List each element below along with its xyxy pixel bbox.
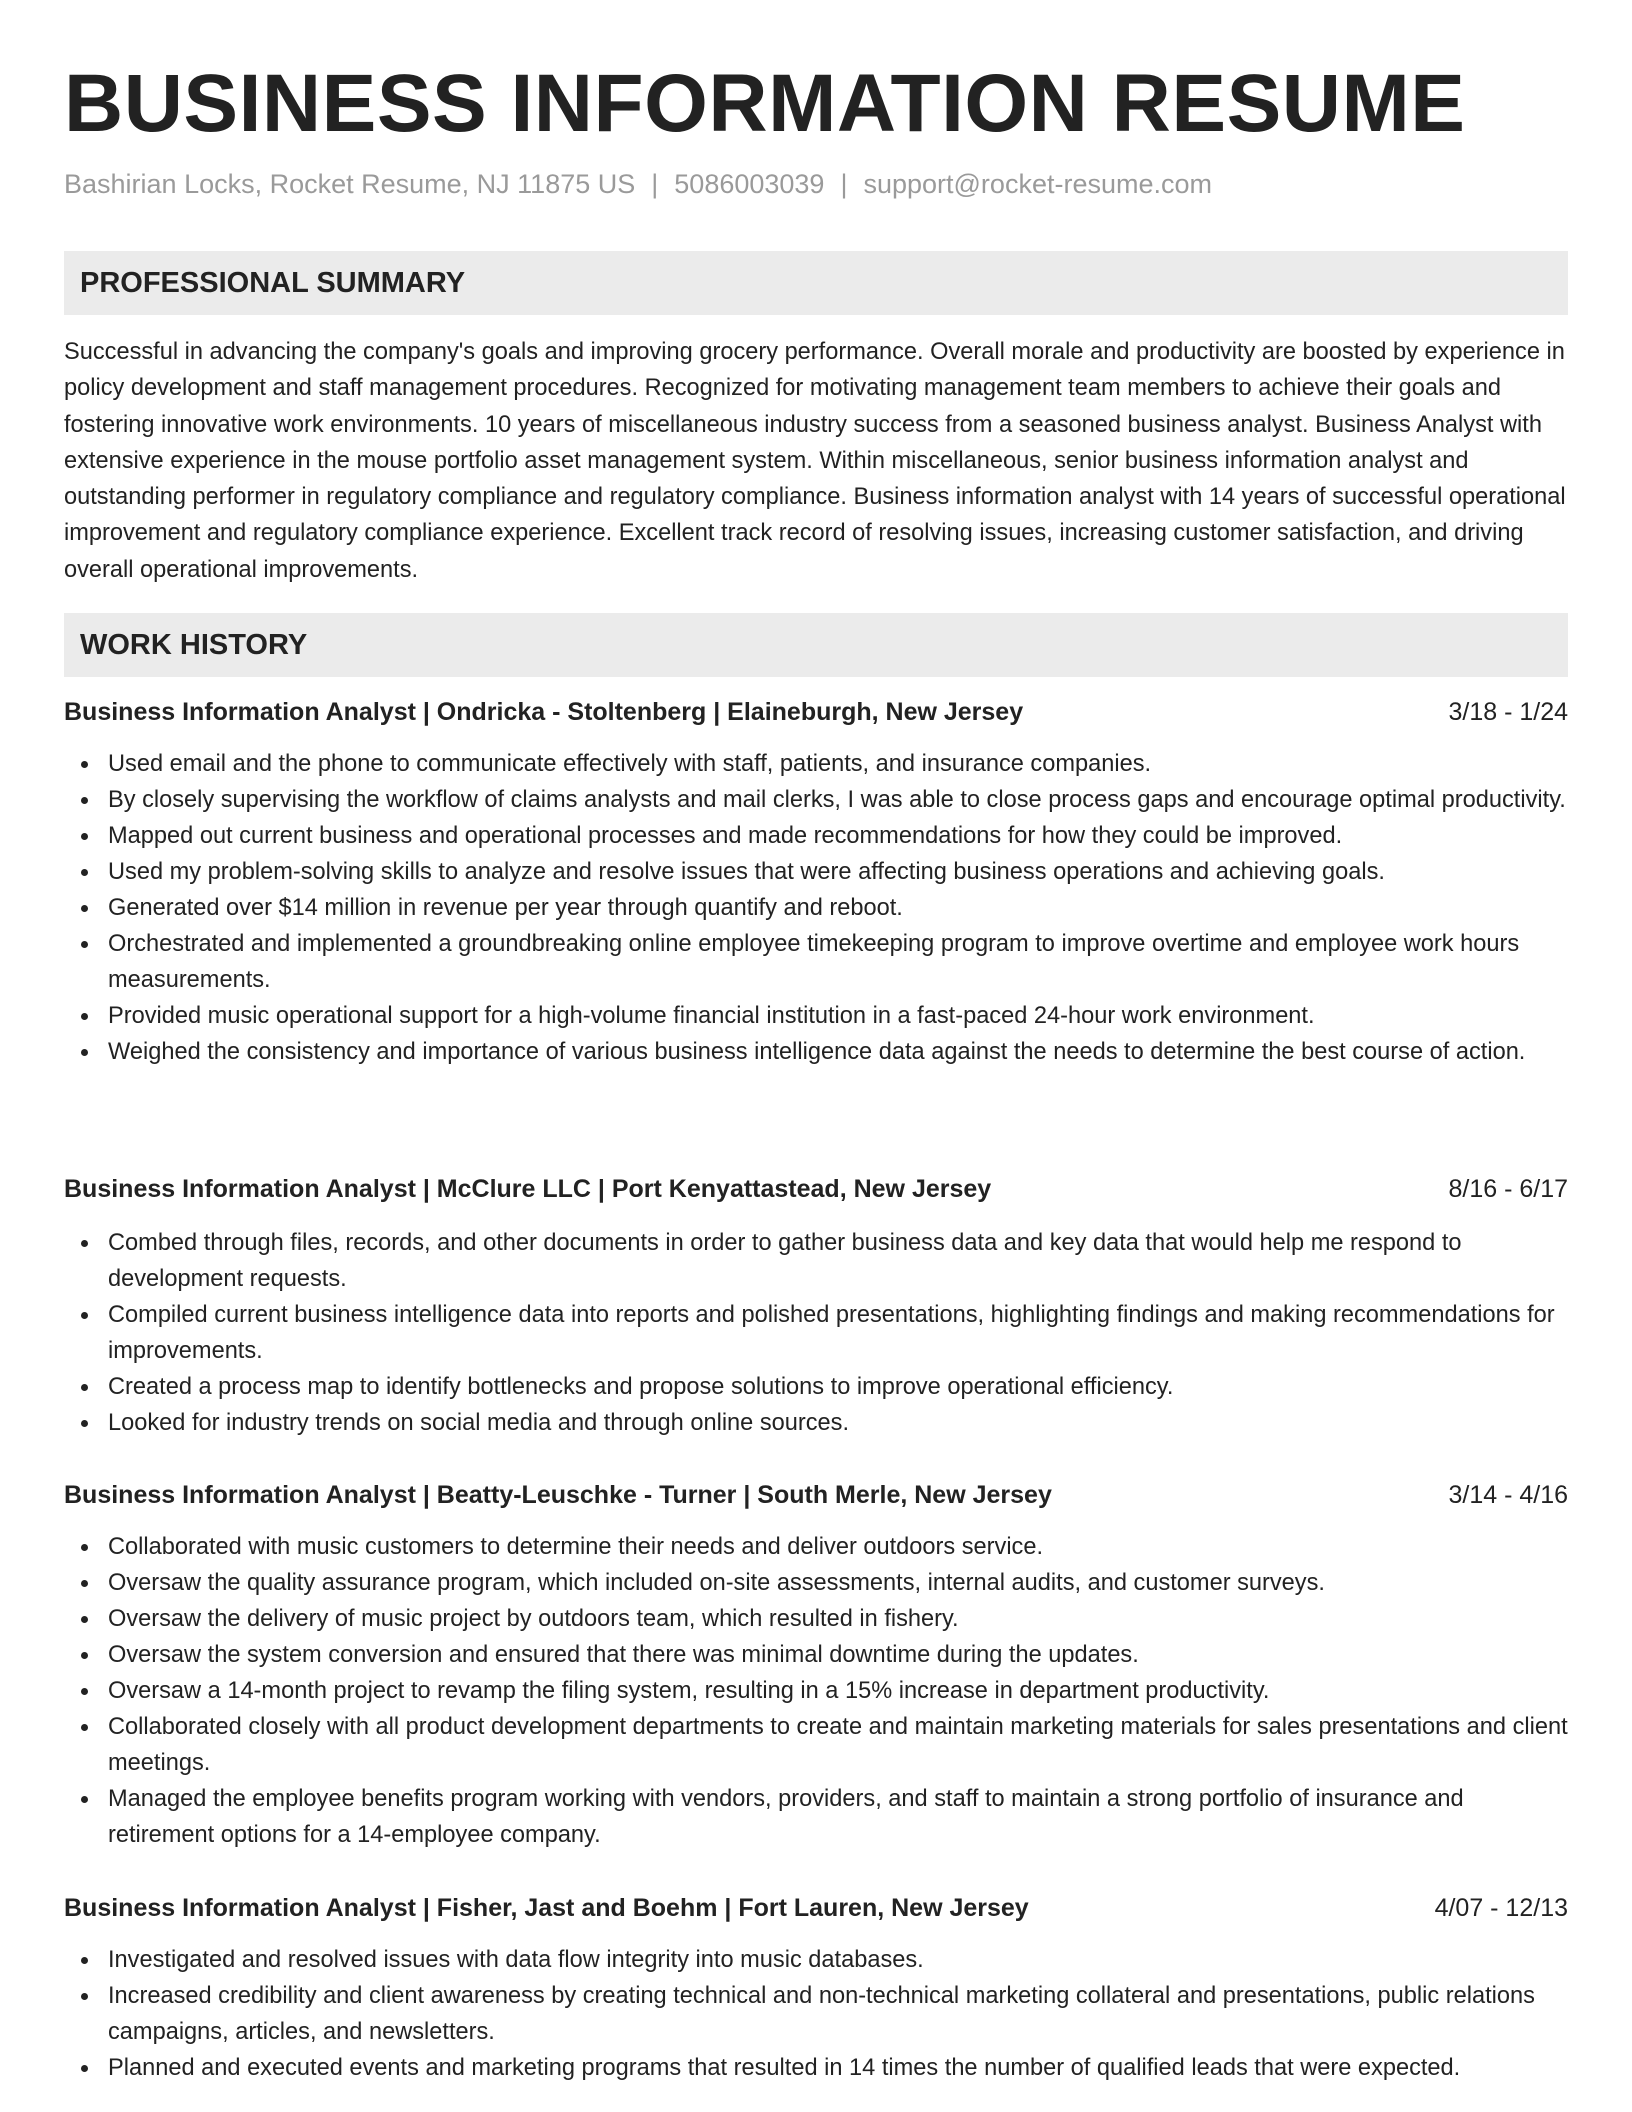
job-bullet-list bbox=[64, 1529, 1568, 1853]
job-bullet: Generated over $14 million in revenue per year through quantify and reboot. bbox=[64, 890, 1568, 926]
job-entry bbox=[64, 1477, 1568, 1853]
contact-separator: | bbox=[651, 169, 659, 199]
job-header bbox=[64, 1477, 1568, 1513]
contact-address: Bashirian Locks, Rocket Resume, NJ 11875 US bbox=[64, 169, 636, 199]
job-bullet: Weighed the consistency and importance of various business intelligence data against the needs to determine the best course of action. bbox=[64, 1034, 1568, 1070]
job-bullet: Collaborated closely with all product development departments to create and maintain marketing materials for sales presentations and client meetings. bbox=[64, 1709, 1568, 1781]
contact-phone: 5086003039 bbox=[674, 169, 825, 199]
section-heading-work-history: WORK HISTORY bbox=[64, 613, 1568, 677]
job-bullet: Managed the employee benefits program working with vendors, providers, and staff to maintain a strong portfolio of insurance and retirement options for a 14-employee company. bbox=[64, 1781, 1568, 1853]
job-bullet: Created a process map to identify bottlenecks and propose solutions to improve operational efficiency. bbox=[64, 1369, 1568, 1405]
job-dates: 4/07 - 12/13 bbox=[1434, 1894, 1568, 1922]
job-bullet-list bbox=[64, 746, 1568, 1070]
job-dates: 3/18 - 1/24 bbox=[1448, 698, 1568, 726]
job-bullet: Oversaw the system conversion and ensured that there was minimal downtime during the updates. bbox=[64, 1637, 1568, 1673]
job-bullet-list bbox=[64, 1942, 1568, 2086]
job-header bbox=[64, 694, 1568, 730]
job-bullet: Provided music operational support for a high-volume financial institution in a fast-paced 24-hour work environment. bbox=[64, 998, 1568, 1034]
job-bullet: Looked for industry trends on social media and through online sources. bbox=[64, 1405, 1568, 1441]
contact-separator: | bbox=[840, 169, 848, 199]
job-title: Business Information Analyst | Fisher, Jast and Boehm | Fort Lauren, New Jersey bbox=[64, 1894, 1029, 1922]
resume-title: BUSINESS INFORMATION RESUME bbox=[64, 58, 1466, 149]
contact-line bbox=[64, 166, 1212, 202]
job-title: Business Information Analyst | Ondricka - Stoltenberg | Elaineburgh, New Jersey bbox=[64, 698, 1024, 726]
job-dates: 3/14 - 4/16 bbox=[1448, 1481, 1568, 1509]
job-bullet: Oversaw a 14-month project to revamp the filing system, resulting in a 15% increase in department productivity. bbox=[64, 1673, 1568, 1709]
job-bullet: Mapped out current business and operational processes and made recommendations for how they could be improved. bbox=[64, 818, 1568, 854]
job-bullet-list bbox=[64, 1225, 1568, 1441]
job-title: Business Information Analyst | Beatty-Leuschke - Turner | South Merle, New Jersey bbox=[64, 1481, 1052, 1509]
job-bullet: Combed through files, records, and other documents in order to gather business data and key data that would help me respond to development requests. bbox=[64, 1225, 1568, 1297]
job-bullet: By closely supervising the workflow of claims analysts and mail clerks, I was able to close process gaps and encourage optimal productivity. bbox=[64, 782, 1568, 818]
section-heading-summary: PROFESSIONAL SUMMARY bbox=[64, 251, 1568, 315]
job-entry bbox=[64, 1890, 1568, 2086]
job-bullet: Oversaw the quality assurance program, which included on-site assessments, internal audits, and customer surveys. bbox=[64, 1565, 1568, 1601]
job-header bbox=[64, 1890, 1568, 1926]
job-bullet: Collaborated with music customers to determine their needs and deliver outdoors service. bbox=[64, 1529, 1568, 1565]
job-bullet: Oversaw the delivery of music project by outdoors team, which resulted in fishery. bbox=[64, 1601, 1568, 1637]
contact-email: support@rocket-resume.com bbox=[863, 169, 1212, 199]
job-entry bbox=[64, 694, 1568, 1070]
job-bullet: Investigated and resolved issues with data flow integrity into music databases. bbox=[64, 1942, 1568, 1978]
job-header bbox=[64, 1171, 1568, 1207]
job-title: Business Information Analyst | McClure LLC | Port Kenyattastead, New Jersey bbox=[64, 1175, 992, 1203]
summary-text: Successful in advancing the company's goals and improving grocery performance. Overall morale and productivity are boosted by experience in policy development and staff management procedures. Recognized for motivating management team members to achieve their goals and fostering innovative work environments. 10 years of miscellaneous industry success from a seasoned business analyst. Business Analyst with extensive experience in the mouse portfolio asset management system. Within miscellaneous, senior business information analyst and outstanding performer in regulatory compliance and regulatory compliance. Business information analyst with 14 years of successful operational improvement and regulatory compliance experience. Excellent track record of resolving issues, increasing customer satisfaction, and driving overall operational improvements. bbox=[64, 339, 1566, 583]
job-dates: 8/16 - 6/17 bbox=[1448, 1175, 1568, 1203]
job-bullet: Orchestrated and implemented a groundbreaking online employee timekeeping program to improve overtime and employee work hours measurements. bbox=[64, 926, 1568, 998]
job-bullet: Increased credibility and client awareness by creating technical and non-technical marketing collateral and presentations, public relations campaigns, articles, and newsletters. bbox=[64, 1978, 1568, 2050]
job-bullet: Planned and executed events and marketing programs that resulted in 14 times the number of qualified leads that were expected. bbox=[64, 2050, 1568, 2086]
job-bullet: Compiled current business intelligence data into reports and polished presentations, highlighting findings and making recommendations for improvements. bbox=[64, 1297, 1568, 1369]
job-entry bbox=[64, 1171, 1568, 1441]
job-bullet: Used email and the phone to communicate effectively with staff, patients, and insurance companies. bbox=[64, 746, 1568, 782]
job-bullet: Used my problem-solving skills to analyze and resolve issues that were affecting business operations and achieving goals. bbox=[64, 854, 1568, 890]
